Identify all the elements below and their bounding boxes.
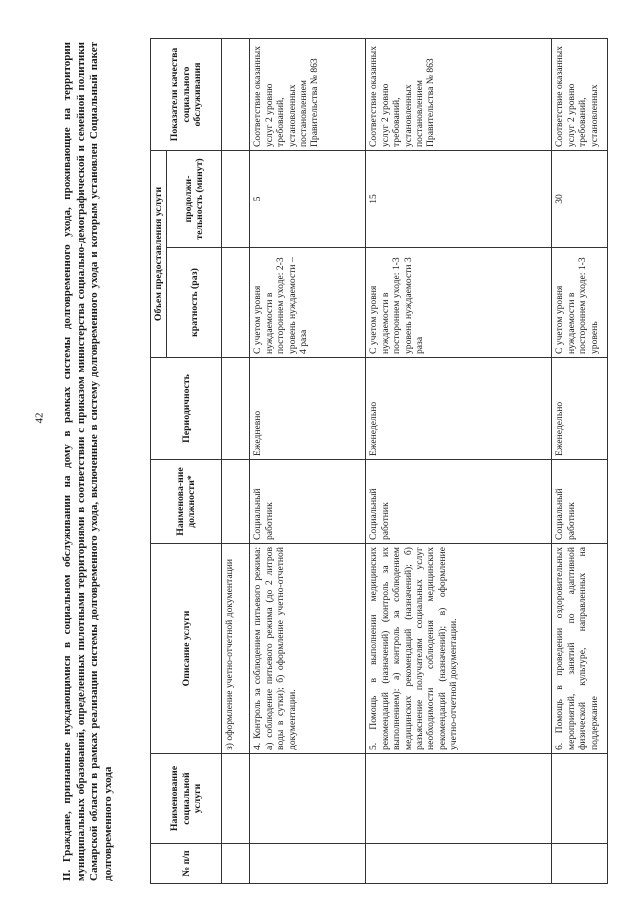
- cell-quality: Соответствие оказанных услуг 2 уровню требований, установленных постановлением Правительства № 863: [366, 39, 552, 151]
- cell-description: 4. Контроль за соблюдением питьевого режима: а) соблюдение питьевого режима (до 2 литров воды в сутки); б) оформление учетно-отчетной документации.: [250, 544, 366, 754]
- table-row: [250, 39, 366, 884]
- cell-description: 5. Помощь в выполнении медицинских рекомендаций (назначений) (контроль за их выполнением): а) контроль за соблюдением медицинских рекомендаций (назначений); б) разъяснение получателям социальных услуг необходимости соблюдения медицинских рекомендаций (назначений); в) оформление учетно-отчетной документации.: [366, 544, 552, 754]
- header-description: Описание услуги: [151, 544, 222, 754]
- cell-frequency: С учетом уровня нуждаемости в постороннем уходе: 1-3 уровень: [552, 248, 608, 358]
- table-header-row: [151, 39, 167, 884]
- cell-position: Социальный работник: [366, 460, 552, 544]
- table-row: [222, 39, 250, 884]
- table-row: [552, 39, 608, 884]
- cell-frequency: С учетом уровня нуждаемости в постороннем уходе: 2-3 уровень нуждаемости – 4 раза: [250, 248, 366, 358]
- cell-description: 6. Помощь в проведении оздоровительных мероприятий, занятий по адаптивной физической культуре, направленных на поддержание: [552, 544, 608, 754]
- cell-quality: Соответствие оказанных услуг 2 уровню требований, установленных: [552, 39, 608, 151]
- cell-position: Социальный работник: [552, 460, 608, 544]
- cell-duration: 15: [366, 151, 552, 248]
- cell-num: [552, 844, 608, 884]
- cell-duration: [222, 151, 250, 248]
- header-periodicity: Периодичность: [151, 358, 222, 460]
- cell-num: [366, 844, 552, 884]
- cell-periodicity: Ежедневно: [250, 358, 366, 460]
- header-num: № п/п: [151, 844, 222, 884]
- cell-service-name: [366, 754, 552, 844]
- cell-quality: Соответствие оказанных услуг 2 уровню требований, установленных постановлением Правительства № 863: [250, 39, 366, 151]
- cell-duration: 30: [552, 151, 608, 248]
- cell-service-name: [552, 754, 608, 844]
- cell-periodicity: Еженедельно: [366, 358, 552, 460]
- cell-quality: [222, 39, 250, 151]
- cell-position: Социальный работник: [250, 460, 366, 544]
- services-table: [150, 38, 608, 884]
- rotated-page-content: [60, 39, 635, 884]
- section-heading: II. Граждане, признанные нуждающимися в социальном обслуживании на дому в рамках системы долговременного ухода, проживающие на территории муниципальных образований, определенных пилотными территориями в соответствии с приказом министерства социально-демографической и семейной политики Самарской области в рамках реализации системы долговременного ухода, включенные в систему долговременного ухода и которым установлен Социальный пакет долговременного ухода: [61, 42, 114, 881]
- cell-description: з) оформление учетно-отчетной документации: [222, 544, 250, 754]
- header-frequency: кратность (раз): [167, 248, 222, 358]
- table-row: [366, 39, 552, 884]
- cell-position: [222, 460, 250, 544]
- cell-periodicity: [222, 358, 250, 460]
- cell-service-name: [222, 754, 250, 844]
- header-position: Наименова-ние должности*: [151, 460, 222, 544]
- cell-frequency: [222, 248, 250, 358]
- cell-duration: 5: [250, 151, 366, 248]
- header-volume: Объем предоставления услуги: [151, 151, 167, 358]
- page-number: 42: [33, 412, 46, 424]
- cell-num: [222, 844, 250, 884]
- header-duration: продолжи-тельность (минут): [167, 151, 222, 248]
- cell-service-name: [250, 754, 366, 844]
- header-quality: Показатели качества социального обслуживания: [151, 39, 222, 151]
- cell-num: [250, 844, 366, 884]
- cell-frequency: С учетом уровня нуждаемости в постороннем уходе: 1-3 уровень нуждаемости 3 раза: [366, 248, 552, 358]
- header-service-name: Наименование социальной услуги: [151, 754, 222, 844]
- cell-periodicity: Еженедельно: [552, 358, 608, 460]
